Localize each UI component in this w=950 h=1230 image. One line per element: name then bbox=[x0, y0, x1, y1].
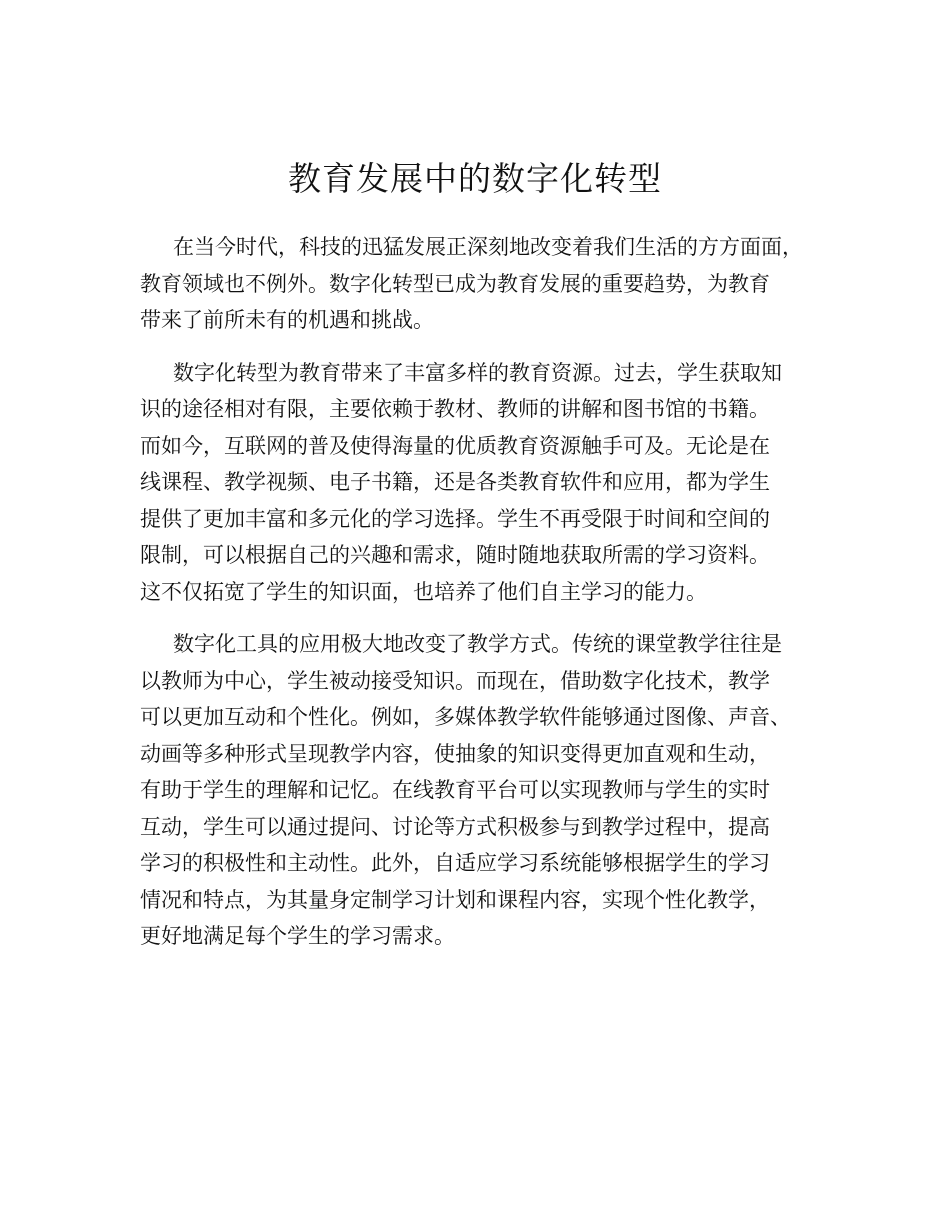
paragraph-2 bbox=[140, 355, 840, 611]
paragraph-line: 识的途径相对有限，主要依赖于教材、教师的讲解和图书馆的书籍。 bbox=[140, 397, 770, 421]
document-title: 教育发展中的数字化转型 bbox=[288, 159, 662, 198]
paragraph-line: 可以更加互动和个性化。例如，多媒体教学软件能够通过图像、声音、 bbox=[140, 705, 791, 729]
paragraph-line: 更好地满足每个学生的学习需求。 bbox=[140, 924, 455, 948]
paragraph-3 bbox=[140, 626, 840, 955]
paragraph-line: 互动，学生可以通过提问、讨论等方式积极参与到教学过程中，提高 bbox=[140, 814, 770, 839]
paragraph-line: 学习的积极性和主动性。此外，自适应学习系统能够根据学生的学习 bbox=[140, 851, 770, 875]
paragraph-1 bbox=[140, 229, 840, 339]
paragraph-line: 以教师为中心，学生被动接受知识。而现在，借助数字化技术，教学 bbox=[140, 668, 770, 693]
paragraph-line: 线课程、教学视频、电子书籍，还是各类教育软件和应用，都为学生 bbox=[140, 470, 770, 494]
paragraph-line: 限制，可以根据自己的兴趣和需求，随时随地获取所需的学习资料。 bbox=[140, 543, 770, 567]
paragraph-line: 情况和特点，为其量身定制学习计划和课程内容，实现个性化教学， bbox=[140, 887, 770, 912]
paragraph-line: 教育领域也不例外。数字化转型已成为教育发展的重要趋势，为教育 bbox=[140, 271, 770, 296]
document-body bbox=[140, 229, 840, 971]
paragraph-line: 在当今时代，科技的迅猛发展正深刻地改变着我们生活的方方面面， bbox=[173, 235, 803, 259]
paragraph-line: 有助于学生的理解和记忆。在线教育平台可以实现教师与学生的实时 bbox=[140, 778, 770, 802]
paragraph-line: 提供了更加丰富和多元化的学习选择。学生不再受限于时间和空间的 bbox=[140, 506, 770, 531]
paragraph-line: 数字化工具的应用极大地改变了教学方式。传统的课堂教学往往是 bbox=[173, 632, 782, 656]
paragraph-line: 带来了前所未有的机遇和挑战。 bbox=[140, 308, 434, 332]
paragraph-line: 数字化转型为教育带来了丰富多样的教育资源。过去，学生获取知 bbox=[173, 360, 782, 385]
paragraph-line: 这不仅拓宽了学生的知识面，也培养了他们自主学习的能力。 bbox=[140, 579, 707, 604]
paragraph-line: 而如今，互联网的普及使得海量的优质教育资源触手可及。无论是在 bbox=[140, 433, 770, 458]
paragraph-line: 动画等多种形式呈现教学内容，使抽象的知识变得更加直观和生动， bbox=[140, 741, 770, 766]
